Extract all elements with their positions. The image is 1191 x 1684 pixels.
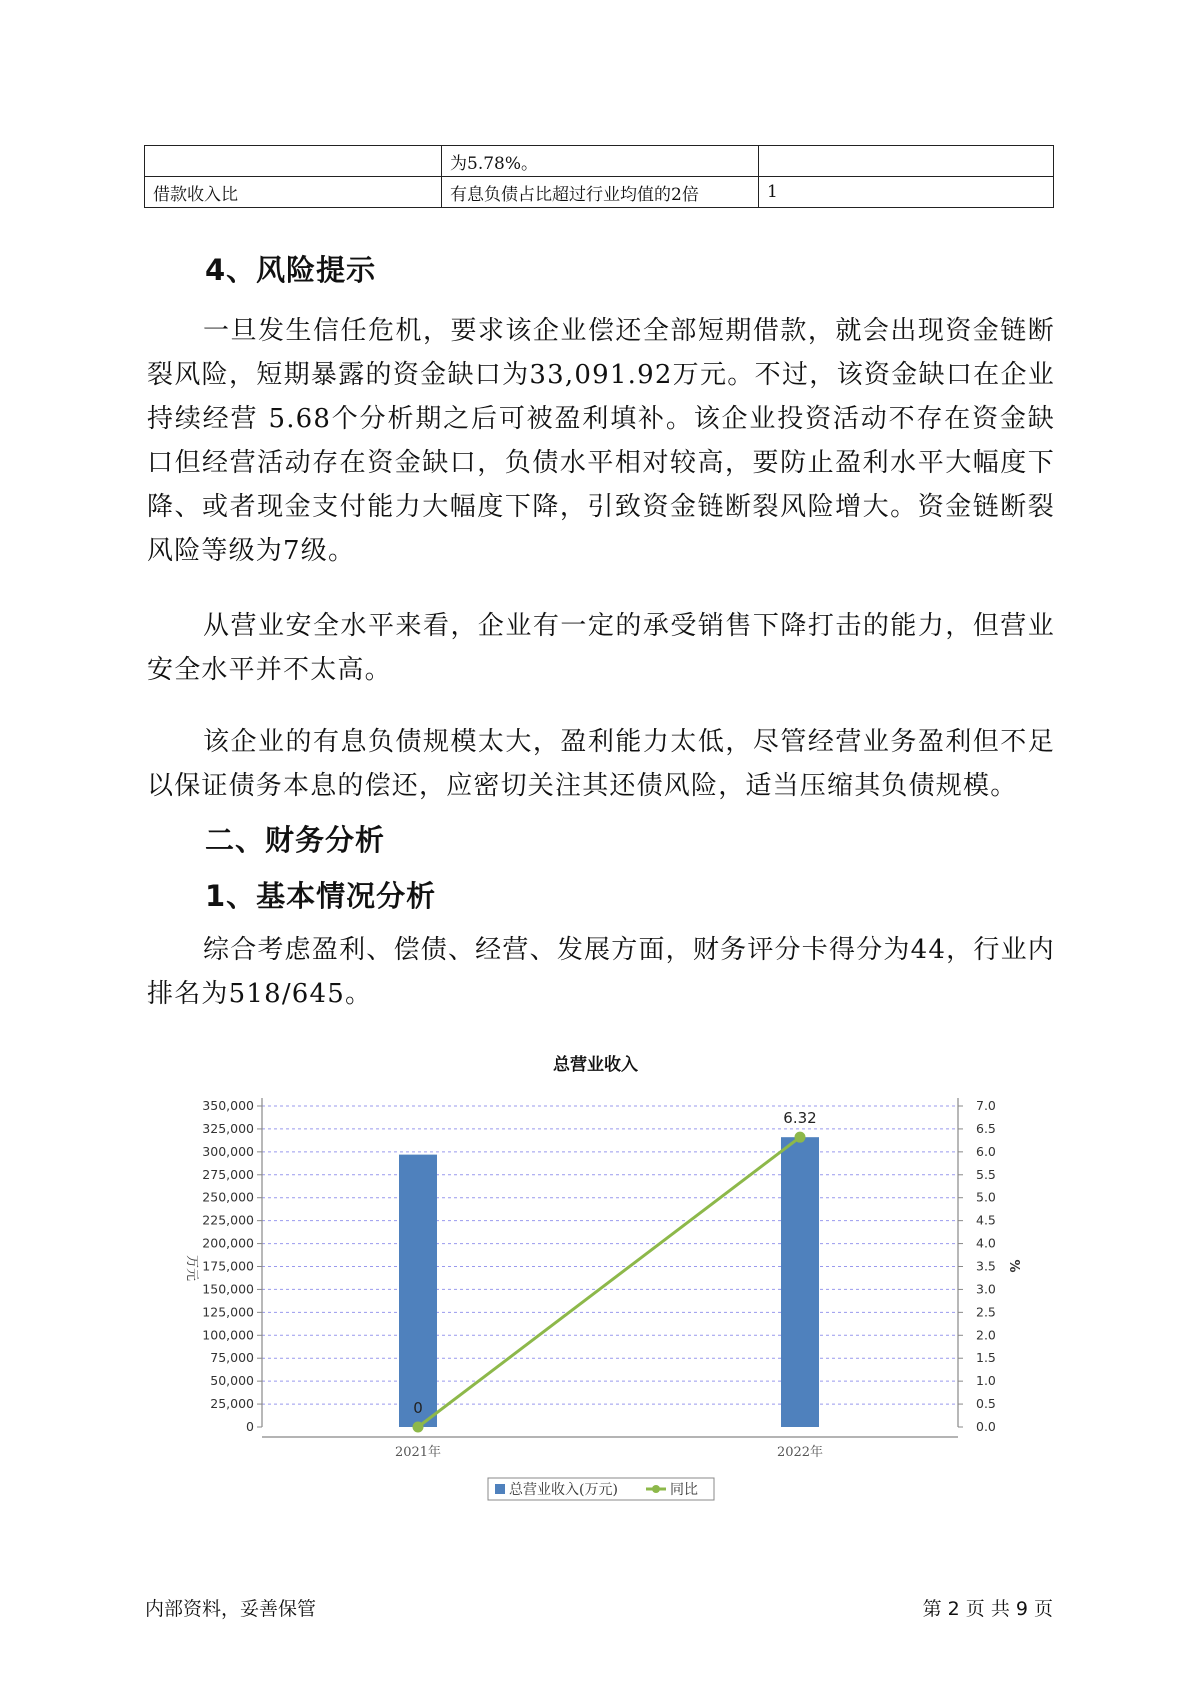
legend-label-revenue: 总营业收入(万元) — [509, 1482, 618, 1498]
footer-page-number: 第 2 页 共 9 页 — [922, 1598, 1053, 1620]
legend-label-yoy: 同比 — [670, 1482, 698, 1498]
y-right-tick-label: 5.5 — [976, 1166, 996, 1182]
y-tick-label: 50,000 — [210, 1373, 254, 1389]
y-tick-label: 300,000 — [202, 1143, 254, 1159]
x-tick-label: 2021年 — [394, 1445, 442, 1460]
y-right-tick-label: 6.5 — [976, 1120, 996, 1136]
y-tick-label: 125,000 — [202, 1304, 254, 1320]
risk-heading: 4、风险提示 — [205, 253, 377, 287]
x-tick-label: 2022年 — [776, 1445, 824, 1460]
yoy-line — [418, 1137, 800, 1427]
table-cell: 为5.78%。 — [442, 146, 759, 177]
y-right-tick-label: 0.0 — [976, 1419, 996, 1434]
yoy-data-label: 0 — [413, 1399, 423, 1417]
basic-analysis-heading: 1、基本情况分析 — [205, 879, 437, 913]
y-tick-label: 150,000 — [202, 1281, 254, 1297]
y-right-tick-label: 4.5 — [976, 1212, 996, 1228]
y-right-tick-label: 4.0 — [976, 1235, 996, 1251]
y-right-tick-label: 1.0 — [976, 1373, 996, 1389]
risk-paragraph-2: 从营业安全水平来看，企业有一定的承受销售下降打击的能力，但营业安全水平并不太高。 — [147, 611, 1055, 685]
y-tick-label: 25,000 — [210, 1396, 254, 1412]
legend-swatch-revenue — [495, 1484, 505, 1494]
yoy-data-label: 6.32 — [783, 1109, 817, 1128]
y-right-axis-label: % — [1006, 1259, 1021, 1273]
y-tick-label: 225,000 — [202, 1212, 254, 1228]
y-right-tick-label: 0.5 — [976, 1396, 996, 1412]
y-tick-label: 200,000 — [202, 1235, 254, 1251]
y-right-tick-label: 2.0 — [976, 1327, 996, 1343]
y-right-tick-label: 5.0 — [976, 1189, 996, 1205]
risk-paragraph-3: 该企业的有息负债规模太大，盈利能力太低，尽管经营业务盈利但不足以保证债务本息的偿还，应密切关注其还债风险，适当压缩其负债规模。 — [147, 727, 1055, 801]
chart-title: 总营业收入 — [553, 1055, 638, 1075]
y-tick-label: 250,000 — [202, 1189, 254, 1205]
risk-paragraph-1: 一旦发生信任危机，要求该企业偿还全部短期借款，就会出现资金链断裂风险，短期暴露的资金缺口为33,091.92万元。不过，该资金缺口在企业持续经营 5.68个分析期之后可被盈利填补。该企业投资活动不存在资金缺口但经营活动存在资金缺口，负债水平相对较高，要防止盈利水平大幅度下降、或者现金支付能力大幅度下降，引致资金链断裂风险增大。资金链断裂风险等级为7级。 — [147, 316, 1055, 566]
yoy-point — [795, 1132, 806, 1143]
revenue-bar — [399, 1155, 437, 1427]
table-cell: 1 — [759, 177, 1054, 208]
y-tick-label: 275,000 — [202, 1166, 254, 1182]
y-tick-label: 175,000 — [202, 1258, 254, 1274]
y-tick-label: 0 — [246, 1419, 254, 1434]
y-tick-label: 325,000 — [202, 1120, 254, 1136]
footer-confidential: 内部资料，妥善保管 — [145, 1598, 317, 1620]
y-tick-label: 75,000 — [210, 1350, 254, 1366]
yoy-point — [413, 1422, 424, 1433]
revenue-bar — [781, 1137, 819, 1427]
table-cell: 借款收入比 — [145, 177, 442, 208]
y-right-tick-label: 3.5 — [976, 1258, 996, 1274]
y-axis-label: 万元 — [184, 1254, 199, 1282]
table-cell: 有息负债占比超过行业均值的2倍 — [442, 177, 759, 208]
y-right-tick-label: 6.0 — [976, 1143, 996, 1159]
y-right-tick-label: 1.5 — [976, 1350, 996, 1366]
y-tick-label: 350,000 — [202, 1098, 254, 1113]
y-right-tick-label: 3.0 — [976, 1281, 996, 1297]
y-right-tick-label: 7.0 — [976, 1098, 996, 1113]
basic-analysis-paragraph: 综合考虑盈利、偿债、经营、发展方面，财务评分卡得分为44，行业内排名为518/645。 — [147, 935, 1055, 1009]
legend-swatch-yoy-dot — [652, 1485, 660, 1493]
y-tick-label: 100,000 — [202, 1327, 254, 1343]
finance-heading: 二、财务分析 — [205, 823, 386, 857]
y-right-tick-label: 2.5 — [976, 1304, 996, 1320]
